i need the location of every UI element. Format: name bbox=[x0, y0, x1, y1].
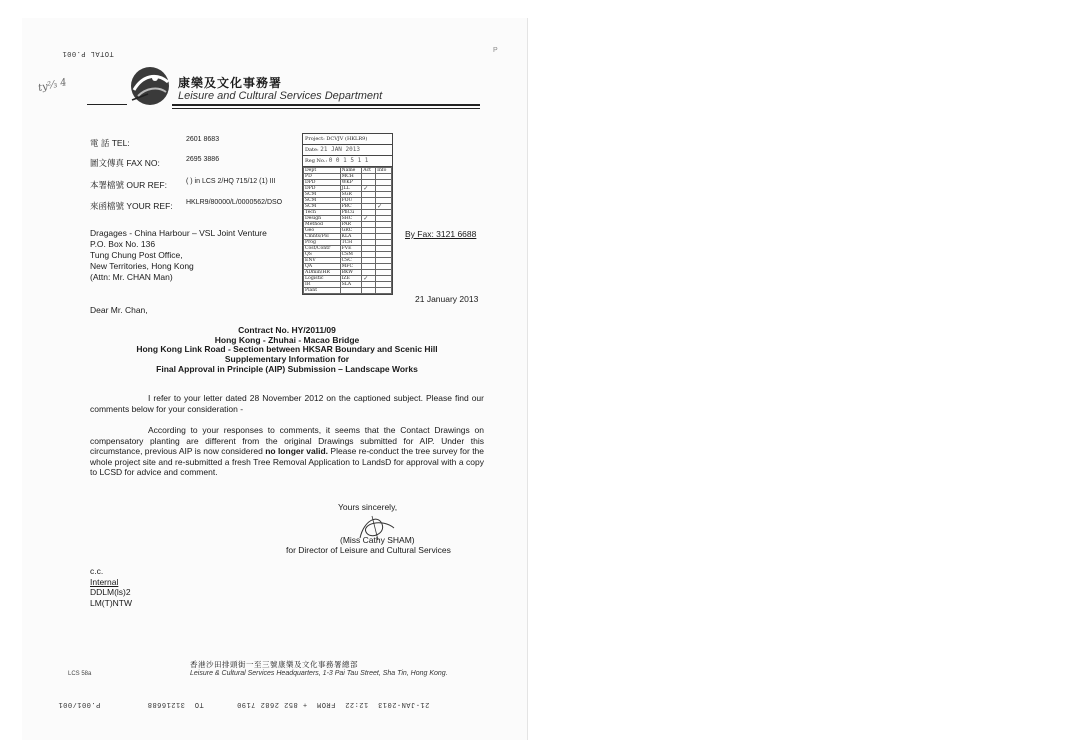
stamp-cell-name: KLA bbox=[340, 234, 362, 240]
department-name-zh: 康樂及文化事務署 bbox=[178, 76, 283, 90]
stamp-date: 21 JAN 2013 bbox=[320, 146, 360, 153]
closing: Yours sincerely, bbox=[338, 502, 398, 512]
header-rule bbox=[172, 108, 480, 109]
our-ref-value: ( ) in LCS 2/HQ 715/12 (1) III bbox=[186, 178, 276, 185]
form-code: LCS 58a bbox=[68, 671, 92, 677]
stamp-date-row: Date: 21 JAN 2013 bbox=[303, 145, 392, 156]
stamp-cell-name: MCH bbox=[340, 174, 362, 180]
stamp-cell-dept: ENV bbox=[304, 258, 341, 264]
stamp-cell-dept: ADmin/HR bbox=[304, 270, 341, 276]
stamp-reg-row: Reg No.: 0 0 1 5 1 1 bbox=[303, 156, 392, 167]
department-name-en: Leisure and Cultural Services Department bbox=[178, 90, 383, 102]
our-ref-label: 本署檔號 OUR REF: bbox=[90, 180, 167, 190]
letter-page bbox=[22, 18, 528, 740]
subject-line: Hong Kong Link Road - Section between HKSAR Boundary and Scenic Hill bbox=[136, 344, 438, 355]
subject-line: Supplementary Information for bbox=[224, 354, 350, 365]
corner-mark: P bbox=[493, 47, 498, 54]
address-line: Dragages - China Harbour – VSL Joint Venture bbox=[90, 228, 267, 238]
stamp-project: Project: DCVJV (HKLR9) bbox=[303, 134, 392, 145]
stamp-cell-act bbox=[362, 288, 376, 294]
stamp-cell-name: SLA bbox=[340, 282, 362, 288]
stamp-cell-name: MFC bbox=[340, 264, 362, 270]
your-ref-label: 來函檔號 YOUR REF: bbox=[90, 201, 173, 211]
stamp-cell-dept: SCM bbox=[304, 204, 341, 210]
stamp-cell-name: FOU bbox=[340, 198, 362, 204]
handwritten-mark: ty⅔ 4 bbox=[37, 77, 68, 94]
stamp-cell-dept: Design bbox=[304, 216, 341, 222]
stamp-cell-name: PAR bbox=[340, 222, 362, 228]
stamp-cell-name: WKP bbox=[340, 180, 362, 186]
cc-label: c.c. bbox=[90, 566, 104, 576]
emphasis-no-longer-valid: no longer valid. bbox=[265, 446, 329, 457]
stamp-cell-dept: Prog bbox=[304, 240, 341, 246]
stamp-cell-dept: SCM bbox=[304, 198, 341, 204]
stamp-cell-dept: QS bbox=[304, 252, 341, 258]
stamp-col-header: Name bbox=[340, 168, 362, 174]
stamp-cell-dept: Method bbox=[304, 222, 341, 228]
stamp-cell-dept: QA bbox=[304, 264, 341, 270]
stamp-cell-name: TCH bbox=[340, 240, 362, 246]
tel-value: 2601 8683 bbox=[186, 136, 220, 143]
subject-line: Hong Kong - Zhuhai - Macao Bridge bbox=[214, 334, 360, 345]
cc-block bbox=[90, 566, 132, 608]
stamp-cell-dept: Plant bbox=[304, 288, 341, 294]
stamp-cell-name: CSM bbox=[340, 252, 362, 258]
subject-block bbox=[90, 326, 484, 375]
stamp-cell-dept: PD bbox=[304, 174, 341, 180]
address-line: New Territories, Hong Kong bbox=[90, 261, 194, 271]
by-fax: By Fax: 3121 6688 bbox=[405, 229, 477, 239]
stamp-cell-name: BKW bbox=[340, 270, 362, 276]
signatory-name: (Miss Cathy SHAM) bbox=[340, 535, 415, 545]
cc-recipient: DDLM(ls)2 bbox=[90, 587, 131, 597]
stamp-cell-name: SHC bbox=[340, 216, 362, 222]
stamp-col-header: Act bbox=[362, 168, 376, 174]
stamp-cell-dept: Cmnts/Pol bbox=[304, 234, 341, 240]
body-paragraph-2: According to your responses to comments, it seems that the Contact Drawings on compensatory planting are different from the original Drawings submitted for AIP. Under this circumstance, previous AIP is now considered no longer valid. Please re-conduct the tree survey for the whole project site and re-submitted a fresh Tree Removal Application to LandsD for approval with a copy to LCSD for advice and comment. bbox=[90, 425, 485, 478]
header-rule bbox=[172, 104, 480, 106]
signatory-title: for Director of Leisure and Cultural Services bbox=[286, 545, 451, 555]
stamp-cell-info: ✓ bbox=[376, 204, 392, 210]
salutation: Dear Mr. Chan, bbox=[90, 305, 148, 315]
stamp-cell-name: IZE bbox=[340, 276, 362, 282]
stamp-cell-info bbox=[376, 288, 392, 294]
stamp-cell-dept: IR bbox=[304, 282, 341, 288]
your-ref-value: HKLR9/80000/L/0000562/DSO bbox=[186, 199, 283, 206]
stamp-cell-act: ✓ bbox=[362, 186, 376, 192]
tel-label: 電 話 TEL: bbox=[90, 138, 130, 148]
stamp-cell-dept: SCM bbox=[304, 192, 341, 198]
stamp-row bbox=[304, 288, 392, 294]
footer-address-en: Leisure & Cultural Services Headquarters, 1-3 Pai Tau Street, Sha Tin, Hong Kong. bbox=[190, 670, 448, 677]
stamp-cell-name: SGR bbox=[340, 192, 362, 198]
fax-total-header: TOTAL P.001 bbox=[62, 49, 114, 57]
stamp-cell-dept: Logistic bbox=[304, 276, 341, 282]
stamp-cell-name: JLL bbox=[340, 186, 362, 192]
stamp-reg: 0 0 1 5 1 1 bbox=[328, 157, 369, 164]
address-line: P.O. Box No. 136 bbox=[90, 239, 156, 249]
stamp-cell-name: FVE bbox=[340, 246, 362, 252]
recipient-address bbox=[90, 228, 267, 283]
fax-value: 2695 3886 bbox=[186, 156, 220, 163]
letter-date: 21 January 2013 bbox=[415, 294, 479, 304]
stamp-table bbox=[303, 167, 392, 294]
stamp-cell-act: ✓ bbox=[362, 216, 376, 222]
stamp-cell-dept: Geo bbox=[304, 228, 341, 234]
routing-stamp bbox=[302, 133, 393, 295]
stamp-cell-dept: Cost/Contr bbox=[304, 246, 341, 252]
footer-address-zh: 香港沙田排頭街一至三號康樂及文化事務署總部 bbox=[190, 660, 358, 669]
cc-internal: Internal bbox=[90, 576, 119, 587]
fax-label: 圖文傳真 FAX NO: bbox=[90, 158, 160, 168]
stamp-cell-act: ✓ bbox=[362, 276, 376, 282]
stamp-cell-dept: Tech bbox=[304, 210, 341, 216]
body-paragraph-1: I refer to your letter dated 28 November 2012 on the captioned subject. Please find our comments below for your consideration - bbox=[90, 393, 484, 414]
subject-line: Final Approval in Principle (AIP) Submission – Landscape Works bbox=[156, 363, 418, 374]
address-line: Tung Chung Post Office, bbox=[90, 250, 183, 260]
cc-recipient: LM(T)NTW bbox=[90, 597, 133, 608]
stamp-cell-dept: DPD bbox=[304, 186, 341, 192]
header-rule bbox=[87, 104, 127, 105]
lcsd-logo-icon bbox=[128, 64, 172, 108]
stamp-cell-name: GRC bbox=[340, 228, 362, 234]
stamp-col-header: Dept bbox=[304, 168, 341, 174]
subject-line: Contract No. HY/2011/09 bbox=[238, 325, 336, 335]
stamp-cell-name bbox=[340, 288, 362, 294]
stamp-col-header: Info bbox=[376, 168, 392, 174]
address-line: (Attn: Mr. CHAN Man) bbox=[90, 272, 173, 282]
stamp-cell-name: CSC bbox=[340, 258, 362, 264]
stamp-cell-dept: DPD bbox=[304, 180, 341, 186]
stamp-cell-name: PBC bbox=[340, 204, 362, 210]
fax-transmission-line: 21-JAN-2013 12:22 FROM + 852 2682 7190 TO 31216688 P.001/001 bbox=[58, 700, 430, 708]
stamp-cell-name: PhCu bbox=[340, 210, 362, 216]
